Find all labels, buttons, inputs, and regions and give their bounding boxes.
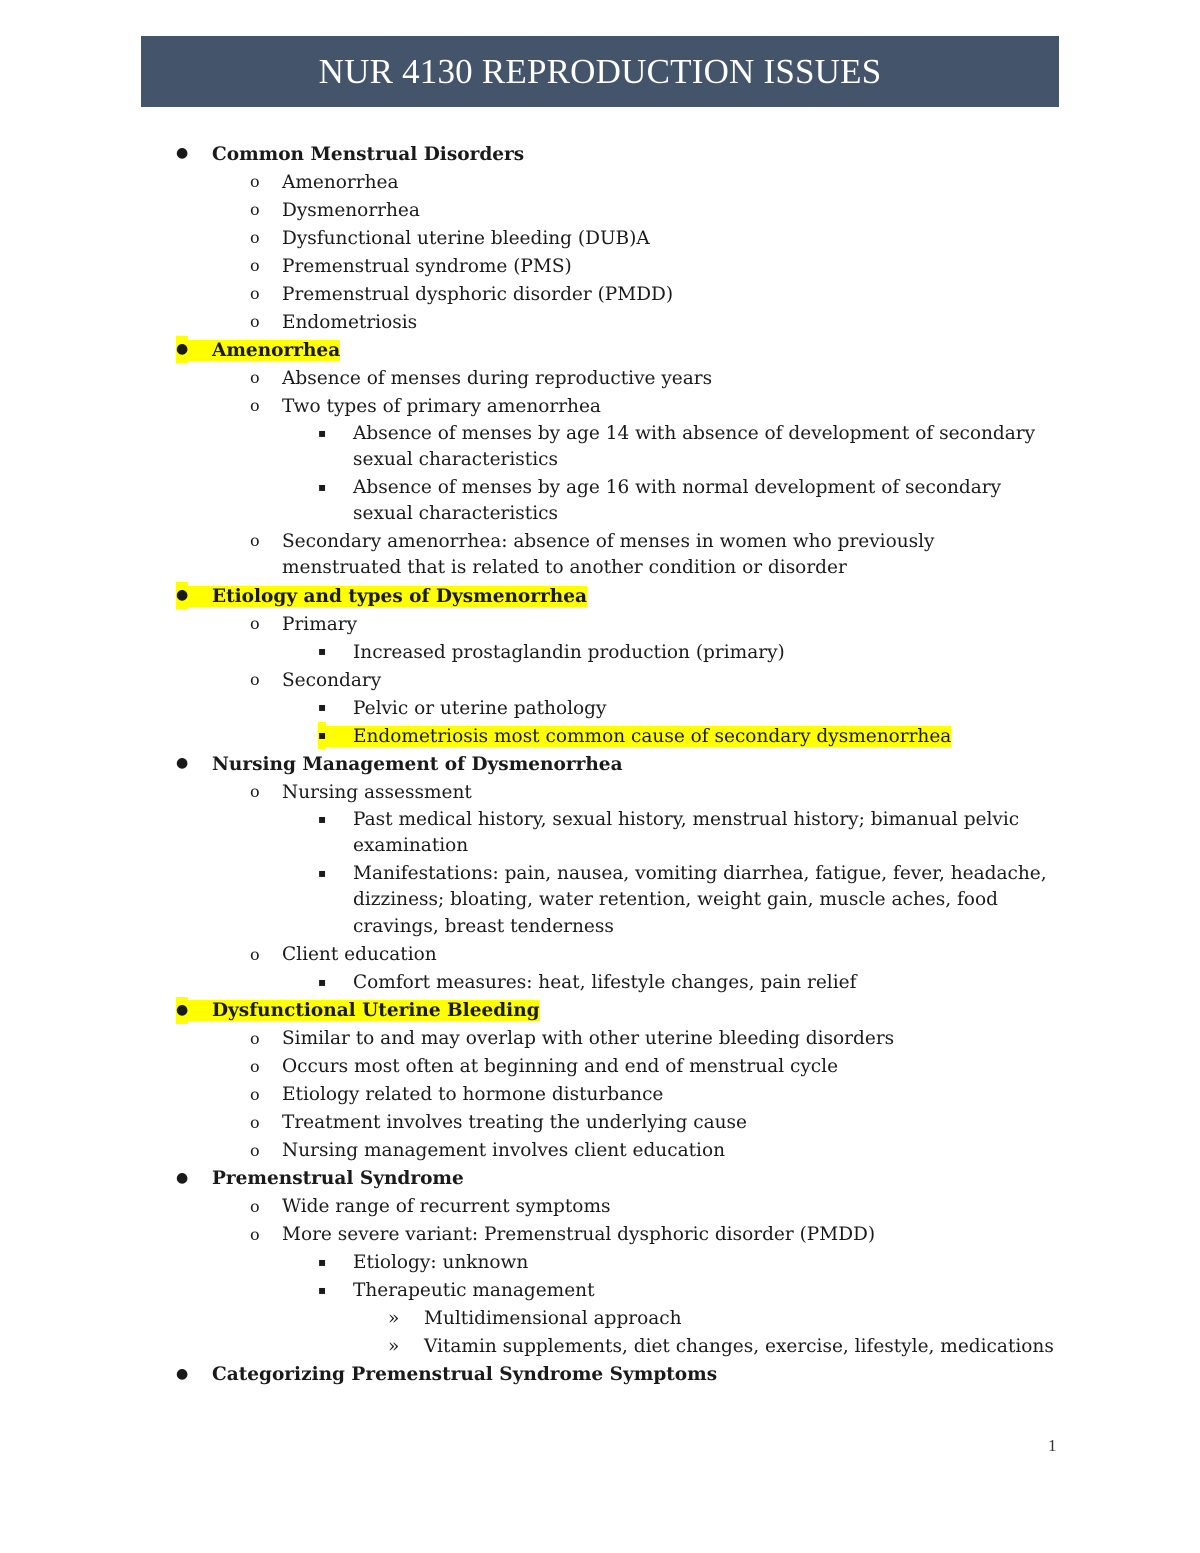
list-item: ▪ Absence of menses by age 14 with absence of development of secondary sexual characteristics <box>0 420 1053 474</box>
square-bullet-icon: ▪ <box>318 1282 327 1297</box>
circle-bullet-icon: o <box>250 1224 260 1244</box>
list-item: o Secondary <box>0 666 1200 694</box>
double-chevron-icon: » <box>388 1335 400 1357</box>
square-bullet-icon: ▪ <box>318 812 327 826</box>
section-heading: ● Amenorrhea <box>0 336 1200 364</box>
list-item: o Primary <box>0 610 1200 638</box>
square-bullet-icon: ▪ <box>318 480 327 494</box>
section-heading: ● Common Menstrual Disorders <box>0 140 1200 168</box>
double-chevron-icon: » <box>388 1307 400 1329</box>
bullet-icon: ● <box>176 336 188 363</box>
document-title: NUR 4130 REPRODUCTION ISSUES <box>318 51 882 91</box>
list-item: o More severe variant: Premenstrual dysphoric disorder (PMDD) <box>0 1221 1200 1249</box>
square-bullet-icon: ▪ <box>318 700 327 714</box>
list-item: ▪ Absence of menses by age 16 with normal development of secondary sexual characteristics <box>0 474 1053 528</box>
bullet-icon: ● <box>176 145 189 161</box>
list-item: » Multidimensional approach <box>0 1305 1200 1333</box>
circle-bullet-icon: o <box>250 172 260 191</box>
list-item: o Similar to and may overlap with other uterine bleeding disorders <box>0 1025 1200 1053</box>
list-item: o Two types of primary amenorrhea <box>0 392 1200 420</box>
list-item: o Dysmenorrhea <box>0 196 1200 224</box>
square-bullet-icon: ▪ <box>318 866 327 880</box>
circle-bullet-icon: o <box>250 368 260 387</box>
list-item: ▪ Increased prostaglandin production (primary) <box>0 638 1200 666</box>
bullet-icon: ● <box>176 997 188 1024</box>
list-item: ▪ Therapeutic management <box>0 1277 1200 1305</box>
list-item: o Nursing assessment <box>0 778 1200 806</box>
circle-bullet-icon: o <box>250 531 260 550</box>
list-item: o Endometriosis <box>0 308 1200 336</box>
list-item: o Treatment involves treating the underlying cause <box>0 1109 1200 1137</box>
square-bullet-icon: ▪ <box>318 426 327 440</box>
bullet-icon: ● <box>176 582 188 609</box>
circle-bullet-icon: o <box>250 670 260 689</box>
circle-bullet-icon: o <box>250 284 260 303</box>
circle-bullet-icon: o <box>250 256 260 275</box>
list-item: » Vitamin supplements, diet changes, exercise, lifestyle, medications <box>0 1333 1200 1361</box>
square-bullet-icon: ▪ <box>318 974 327 989</box>
circle-bullet-icon: o <box>250 614 260 633</box>
list-item: o Etiology related to hormone disturbance <box>0 1081 1200 1109</box>
list-item: o Amenorrhea <box>0 168 1200 196</box>
circle-bullet-icon: o <box>250 1056 260 1076</box>
square-bullet-icon: ▪ <box>318 1254 327 1269</box>
bullet-icon: ● <box>176 1365 189 1382</box>
list-item: o Occurs most often at beginning and end of menstrual cycle <box>0 1053 1200 1081</box>
section-heading: ● Dysfunctional Uterine Bleeding <box>0 997 1200 1025</box>
section-heading: ● Nursing Management of Dysmenorrhea <box>0 750 1200 778</box>
list-item: ▪ Endometriosis most common cause of secondary dysmenorrhea <box>0 722 1200 750</box>
list-item: o Dysfunctional uterine bleeding (DUB)A <box>0 224 1200 252</box>
document-header <box>141 36 1059 107</box>
square-bullet-icon: ▪ <box>318 644 327 658</box>
circle-bullet-icon: o <box>250 1140 260 1160</box>
page-number: 1 <box>1048 1436 1057 1455</box>
list-item: ▪ Past medical history, sexual history, menstrual history; bimanual pelvic examination <box>0 806 1053 860</box>
circle-bullet-icon: o <box>250 1084 260 1104</box>
list-item: ▪ Pelvic or uterine pathology <box>0 694 1200 722</box>
section-heading: ● Etiology and types of Dysmenorrhea <box>0 582 1200 610</box>
circle-bullet-icon: o <box>250 782 260 801</box>
section-heading: ● Categorizing Premenstrual Syndrome Symptoms <box>0 1361 1200 1389</box>
list-item: o Premenstrual dysphoric disorder (PMDD) <box>0 280 1200 308</box>
list-item: o Client education <box>0 941 1200 969</box>
circle-bullet-icon: o <box>250 200 260 219</box>
list-item: o Premenstrual syndrome (PMS) <box>0 252 1200 280</box>
square-bullet-icon: ▪ <box>318 722 326 749</box>
circle-bullet-icon: o <box>250 228 260 247</box>
circle-bullet-icon: o <box>250 944 260 964</box>
list-item: o Nursing management involves client education <box>0 1137 1200 1165</box>
circle-bullet-icon: o <box>250 396 260 415</box>
list-item: o Wide range of recurrent symptoms <box>0 1193 1200 1221</box>
bullet-icon: ● <box>176 1169 189 1186</box>
list-item: o Secondary amenorrhea: absence of menses in women who previously menstruated that is related to another condition or disorder <box>0 528 1057 582</box>
bullet-icon: ● <box>176 755 189 771</box>
circle-bullet-icon: o <box>250 1196 260 1216</box>
list-item: ▪ Manifestations: pain, nausea, vomiting diarrhea, fatigue, fever, headache, dizziness; bloating, water retention, weight gain, muscle aches, food cravings, breast tenderness <box>0 860 1053 941</box>
section-heading: ● Premenstrual Syndrome <box>0 1165 1200 1193</box>
circle-bullet-icon: o <box>250 1112 260 1132</box>
list-item: o Absence of menses during reproductive years <box>0 364 1200 392</box>
circle-bullet-icon: o <box>250 312 260 331</box>
outline-list <box>0 140 1200 1389</box>
list-item: ▪ Etiology: unknown <box>0 1249 1200 1277</box>
list-item: ▪ Comfort measures: heat, lifestyle changes, pain relief <box>0 969 1200 997</box>
circle-bullet-icon: o <box>250 1028 260 1048</box>
